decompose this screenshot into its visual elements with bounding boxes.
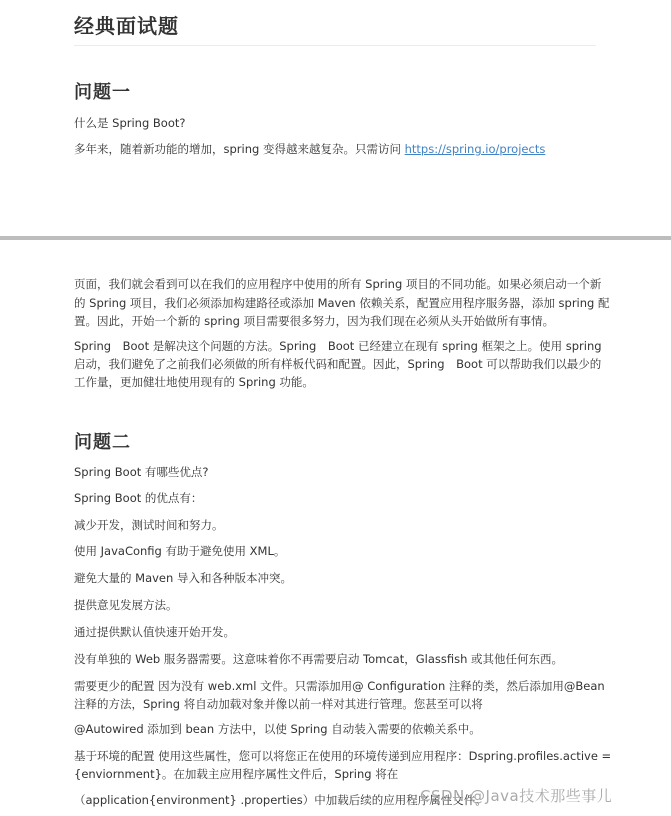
q2-env-line2: {enviornment}。在加载主应用程序属性文件后，Spring 将在 <box>74 767 399 781</box>
q2-line: 减少开发，测试时间和努力。 <box>74 518 224 532</box>
q2-line: 通过提供默认值快速开始开发。 <box>74 625 235 639</box>
heading-q1: 问题一 <box>74 82 131 103</box>
page-separator <box>0 236 671 240</box>
page-1 <box>0 0 671 238</box>
q1-question: 什么是 Spring Boot? <box>74 116 186 130</box>
q1-para2-line1: Spring Boot 是解决这个问题的方法。Spring Boot 已经建立在现有 spring 框架之上。使用 spring <box>74 339 602 353</box>
q2-line: 使用 JavaConfig 有助于避免使用 XML。 <box>74 544 286 558</box>
q2-line: 没有单独的 Web 服务器需要。这意味着你不再需要启动 Tomcat，Glassfish 或其他任何东西。 <box>74 652 564 666</box>
spring-projects-link[interactable]: https://spring.io/projects <box>404 142 546 156</box>
doc-title: 经典面试题 <box>74 10 596 46</box>
q2-line: Spring Boot 的优点有： <box>74 491 203 505</box>
q1-para2-line3: 工作量，更加健壮地使用现有的 Spring 功能。 <box>74 375 314 389</box>
heading-q2: 问题二 <box>74 432 131 453</box>
q2-env-line1: 基于环境的配置 使用这些属性，您可以将您正在使用的环境传递到应用程序：Dspring.profiles.active = <box>74 749 612 763</box>
q2-line: 提供意见发展方法。 <box>74 598 178 612</box>
watermark: CSDN @Java技术那些事儿 <box>420 787 613 805</box>
q2-autowired-line: @Autowired 添加到 bean 方法中，以使 Spring 自动装入需要的依赖关系中。 <box>74 722 481 736</box>
q2-line: 避免大量的 Maven 导入和各种版本冲突。 <box>74 571 292 585</box>
q2-config-line2: 注释的方法，Spring 将自动加载对象并像以前一样对其进行管理。您甚至可以将 <box>74 697 483 711</box>
q1-para2-line2: 启动，我们避免了之前我们必须做的所有样板代码和配置。因此，Spring Boot 可以帮助我们以最少的 <box>74 357 602 371</box>
q2-config-line1: 需要更少的配置 因为没有 web.xml 文件。只需添加用@ Configuration 注释的类，然后添加用@Bean <box>74 679 605 693</box>
q2-last-line: （application{environment} .properties）中加载后续的应用程序属性文件。 <box>74 793 487 807</box>
q1-para1-line3: 置。因此，开始一个新的 spring 项目需要很多努力，因为我们现在必须从头开始做所有事情。 <box>74 314 555 328</box>
q1-para1-line1: 页面，我们就会看到可以在我们的应用程序中使用的所有 Spring 项目的不同功能。如果必须启动一个新 <box>74 277 602 291</box>
q1-para1-line2: 的 Spring 项目，我们必须添加构建路径或添加 Maven 依赖关系，配置应用程序服务器，添加 spring 配 <box>74 296 610 310</box>
q2-line: Spring Boot 有哪些优点? <box>74 465 209 479</box>
q1-intro-text: 多年来，随着新功能的增加，spring 变得越来越复杂。只需访问 <box>74 142 405 156</box>
q1-intro <box>74 140 599 159</box>
